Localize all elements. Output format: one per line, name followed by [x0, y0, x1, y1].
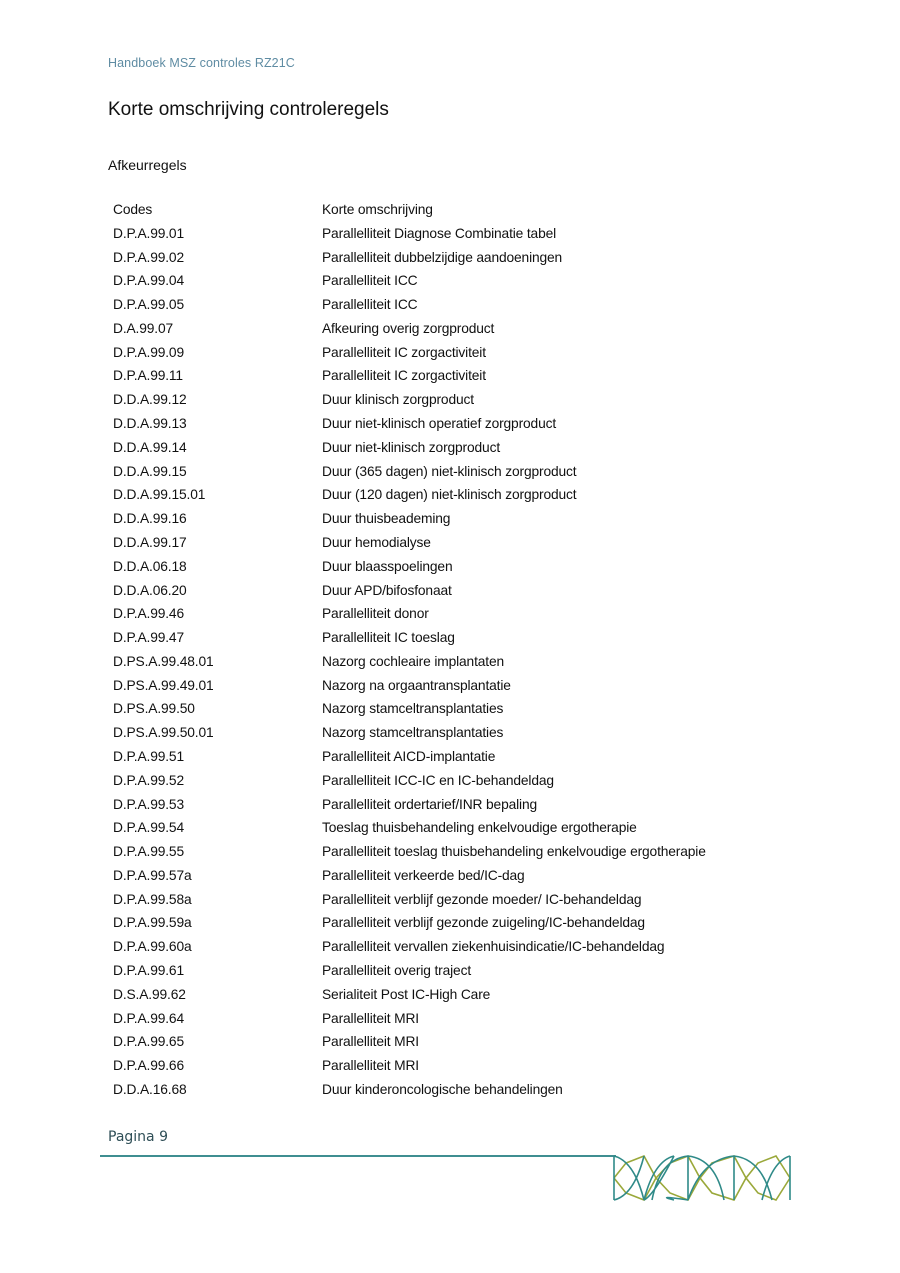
table-row	[113, 674, 706, 698]
rule-code: D.A.99.07	[113, 320, 174, 336]
rule-description: Parallelliteit verblijf gezonde moeder/ IC-behandeldag	[322, 891, 642, 907]
running-header: Handboek MSZ controles RZ21C	[108, 56, 295, 70]
rule-description: Parallelliteit MRI	[322, 1010, 419, 1026]
rule-description: Parallelliteit ICC	[322, 297, 418, 313]
table-row	[113, 959, 706, 983]
rule-code: D.P.A.99.01	[113, 225, 184, 241]
rule-code: D.P.A.99.55	[113, 844, 184, 860]
rule-code: D.P.A.99.60a	[113, 939, 192, 955]
rule-code: D.D.A.99.12	[113, 392, 187, 408]
rule-description: Duur blaasspoelingen	[322, 558, 453, 574]
rule-code: D.D.A.99.13	[113, 416, 187, 432]
rule-code: D.PS.A.99.48.01	[113, 653, 214, 669]
rule-code: D.D.A.99.16	[113, 511, 187, 527]
rule-description: Afkeuring overig zorgproduct	[322, 320, 495, 336]
table-header-row	[113, 198, 706, 222]
rule-description: Parallelliteit MRI	[322, 1034, 419, 1050]
table-row	[113, 745, 706, 769]
rule-code: D.P.A.99.02	[113, 249, 184, 265]
rule-description: Parallelliteit toeslag thuisbehandeling enkelvoudige ergotherapie	[322, 844, 706, 860]
rule-code: D.P.A.99.57a	[113, 867, 192, 883]
table-row	[113, 816, 706, 840]
table-row	[113, 555, 706, 579]
rule-code: D.D.A.99.14	[113, 439, 187, 455]
column-header-codes: Codes	[113, 202, 153, 217]
rule-description: Parallelliteit verblijf gezonde zuigeling/IC-behandeldag	[322, 915, 645, 931]
rule-description: Parallelliteit ICC-IC en IC-behandeldag	[322, 772, 554, 788]
rule-code: D.P.A.99.65	[113, 1034, 184, 1050]
table-row	[113, 579, 706, 603]
rule-description: Nazorg cochleaire implantaten	[322, 653, 505, 669]
table-row	[113, 721, 706, 745]
table-body	[113, 222, 706, 1102]
rule-description: Duur kinderoncologische behandelingen	[322, 1081, 563, 1097]
rule-code: D.P.A.99.47	[113, 630, 184, 646]
table-row	[113, 1007, 706, 1031]
table-row	[113, 1030, 706, 1054]
rule-description: Parallelliteit AICD-implantatie	[322, 748, 496, 764]
table-row	[113, 602, 706, 626]
table-row	[113, 697, 706, 721]
rule-code: D.PS.A.99.50	[113, 701, 195, 717]
rule-description: Duur klinisch zorgproduct	[322, 392, 474, 408]
rule-description: Toeslag thuisbehandeling enkelvoudige ergotherapie	[322, 820, 637, 836]
rule-code: D.P.A.99.54	[113, 820, 184, 836]
page-number: Pagina 9	[108, 1129, 168, 1145]
table-row	[113, 388, 706, 412]
table-row	[113, 626, 706, 650]
rule-code: D.P.A.99.05	[113, 297, 184, 313]
table-row	[113, 460, 706, 484]
table-row	[113, 769, 706, 793]
table-row	[113, 222, 706, 246]
rule-description: Parallelliteit vervallen ziekenhuisindicatie/IC-behandeldag	[322, 939, 665, 955]
rule-description: Parallelliteit IC zorgactiviteit	[322, 368, 486, 384]
rule-description: Parallelliteit verkeerde bed/IC-dag	[322, 867, 525, 883]
table-row	[113, 840, 706, 864]
rule-description: Nazorg na orgaantransplantatie	[322, 677, 511, 693]
table-row	[113, 864, 706, 888]
rule-description: Parallelliteit ordertarief/INR bepaling	[322, 796, 538, 812]
rule-code: D.P.A.99.51	[113, 748, 184, 764]
page-title: Korte omschrijving controleregels	[108, 99, 389, 120]
interlocking-arcs-logo-icon	[612, 1153, 792, 1203]
rule-code: D.D.A.99.15	[113, 463, 187, 479]
rule-code: D.D.A.06.18	[113, 558, 187, 574]
rule-code: D.P.A.99.58a	[113, 891, 192, 907]
table-row	[113, 483, 706, 507]
rule-description: Parallelliteit overig traject	[322, 963, 472, 978]
table-row	[113, 650, 706, 674]
rule-code: D.P.A.99.61	[113, 963, 184, 978]
column-header-description: Korte omschrijving	[322, 202, 433, 217]
rule-description: Serialiteit Post IC-High Care	[322, 986, 491, 1002]
table-row	[113, 1078, 706, 1102]
rule-description: Parallelliteit ICC	[322, 273, 418, 289]
rule-description: Nazorg stamceltransplantaties	[322, 725, 504, 741]
rule-code: D.D.A.16.68	[113, 1081, 187, 1097]
rule-code: D.P.A.99.52	[113, 772, 184, 788]
table-row	[113, 1054, 706, 1078]
table-row	[113, 317, 706, 341]
table-row	[113, 293, 706, 317]
table-row	[113, 531, 706, 555]
section-title: Afkeurregels	[108, 157, 187, 173]
rule-description: Parallelliteit MRI	[322, 1058, 419, 1074]
rule-code: D.P.A.99.11	[113, 368, 183, 384]
rule-code: D.P.A.99.53	[113, 796, 184, 812]
table-row	[113, 341, 706, 365]
rule-description: Duur APD/bifosfonaat	[322, 582, 452, 598]
rule-description: Duur (120 dagen) niet-klinisch zorgproduct	[322, 487, 577, 503]
rule-code: D.PS.A.99.49.01	[113, 677, 214, 693]
table-row	[113, 269, 706, 293]
rule-code: D.D.A.06.20	[113, 582, 187, 598]
rule-code: D.P.A.99.09	[113, 344, 184, 360]
rule-code: D.P.A.99.66	[113, 1058, 184, 1074]
table-row	[113, 364, 706, 388]
table-row	[113, 412, 706, 436]
rule-description: Parallelliteit IC zorgactiviteit	[322, 344, 486, 360]
rule-description: Parallelliteit IC toeslag	[322, 630, 455, 646]
table-row	[113, 507, 706, 531]
table-row	[113, 246, 706, 270]
rule-description: Duur niet-klinisch operatief zorgproduct	[322, 416, 557, 432]
rule-description: Parallelliteit dubbelzijdige aandoeningen	[322, 249, 563, 265]
rule-code: D.D.A.99.17	[113, 534, 187, 550]
table-row	[113, 935, 706, 959]
footer-rule-line	[100, 1155, 616, 1157]
rule-description: Duur niet-klinisch zorgproduct	[322, 439, 501, 455]
rule-description: Duur thuisbeademing	[322, 511, 451, 527]
table-row	[113, 888, 706, 912]
table-row	[113, 983, 706, 1007]
rule-code: D.P.A.99.46	[113, 606, 184, 622]
table-row	[113, 436, 706, 460]
rule-code: D.PS.A.99.50.01	[113, 725, 214, 741]
rule-code: D.D.A.99.15.01	[113, 487, 206, 503]
rule-description: Duur (365 dagen) niet-klinisch zorgproduct	[322, 463, 577, 479]
rule-description: Parallelliteit donor	[322, 606, 429, 622]
rule-code: D.P.A.99.04	[113, 273, 184, 289]
control-rules-table	[113, 198, 706, 1102]
rule-description: Nazorg stamceltransplantaties	[322, 701, 504, 717]
rule-code: D.P.A.99.59a	[113, 915, 192, 931]
table-row	[113, 911, 706, 935]
rule-description: Duur hemodialyse	[322, 534, 431, 550]
rule-code: D.P.A.99.64	[113, 1010, 184, 1026]
rule-description: Parallelliteit Diagnose Combinatie tabel	[322, 225, 557, 241]
rule-code: D.S.A.99.62	[113, 986, 186, 1002]
table-row	[113, 793, 706, 817]
logo-teal-arcs	[614, 1156, 790, 1200]
